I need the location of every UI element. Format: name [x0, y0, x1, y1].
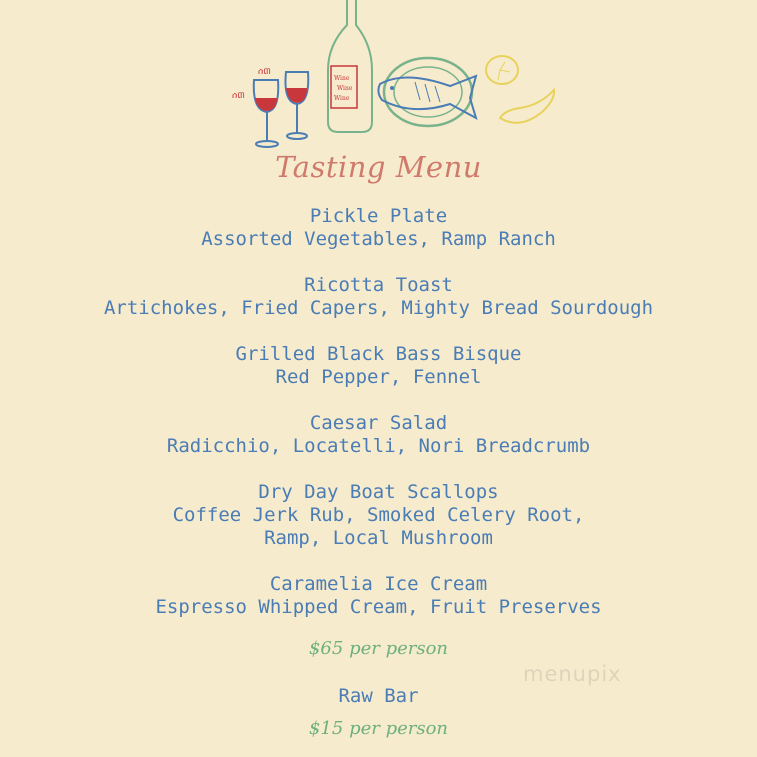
course-item: [0, 205, 757, 251]
lemon-icon: [486, 56, 554, 123]
wine-bottle-icon: [328, 0, 372, 132]
course-list: [0, 205, 757, 642]
glass-annotation: ሰ៣: [232, 91, 245, 101]
bottle-label: Wine: [334, 75, 350, 82]
course-item: [0, 573, 757, 619]
course-item: [0, 343, 757, 389]
tasting-menu-price: $65 per person: [308, 638, 449, 659]
course-item: [0, 412, 757, 458]
wine-glass-icon: [285, 72, 308, 139]
menu-illustration: [220, 0, 565, 150]
course-description: Artichokes, Fried Capers, Mighty Bread Sourdough: [103, 297, 654, 319]
course-name: Ricotta Toast: [304, 274, 453, 296]
course-description: Assorted Vegetables, Ramp Ranch: [201, 228, 556, 250]
watermark: menupix: [523, 662, 622, 686]
course-item: [0, 274, 757, 320]
raw-bar-price: $15 per person: [308, 718, 449, 739]
course-name: Pickle Plate: [309, 205, 448, 227]
course-name: Caesar Salad: [309, 412, 448, 434]
menu-title: Tasting Menu: [275, 150, 482, 184]
raw-bar-name: Raw Bar: [338, 685, 419, 707]
course-name: Dry Day Boat Scallops: [258, 481, 499, 503]
course-description: Coffee Jerk Rub, Smoked Celery Root,: [172, 504, 585, 526]
glass-annotation: ሰ៣: [258, 67, 271, 77]
fish-plate-icon: [378, 58, 476, 126]
course-description: Radicchio, Locatelli, Nori Breadcrumb: [166, 435, 591, 457]
wine-glass-icon: [254, 80, 279, 147]
course-description: Ramp, Local Mushroom: [264, 527, 493, 549]
bottle-label: Wine: [334, 95, 350, 102]
course-name: Caramelia Ice Cream: [269, 573, 488, 595]
course-item: [0, 481, 757, 550]
course-description: Espresso Whipped Cream, Fruit Preserves: [155, 596, 602, 618]
course-description: Red Pepper, Fennel: [275, 366, 482, 388]
bottle-label: Wine: [337, 85, 353, 92]
course-name: Grilled Black Bass Bisque: [235, 343, 522, 365]
